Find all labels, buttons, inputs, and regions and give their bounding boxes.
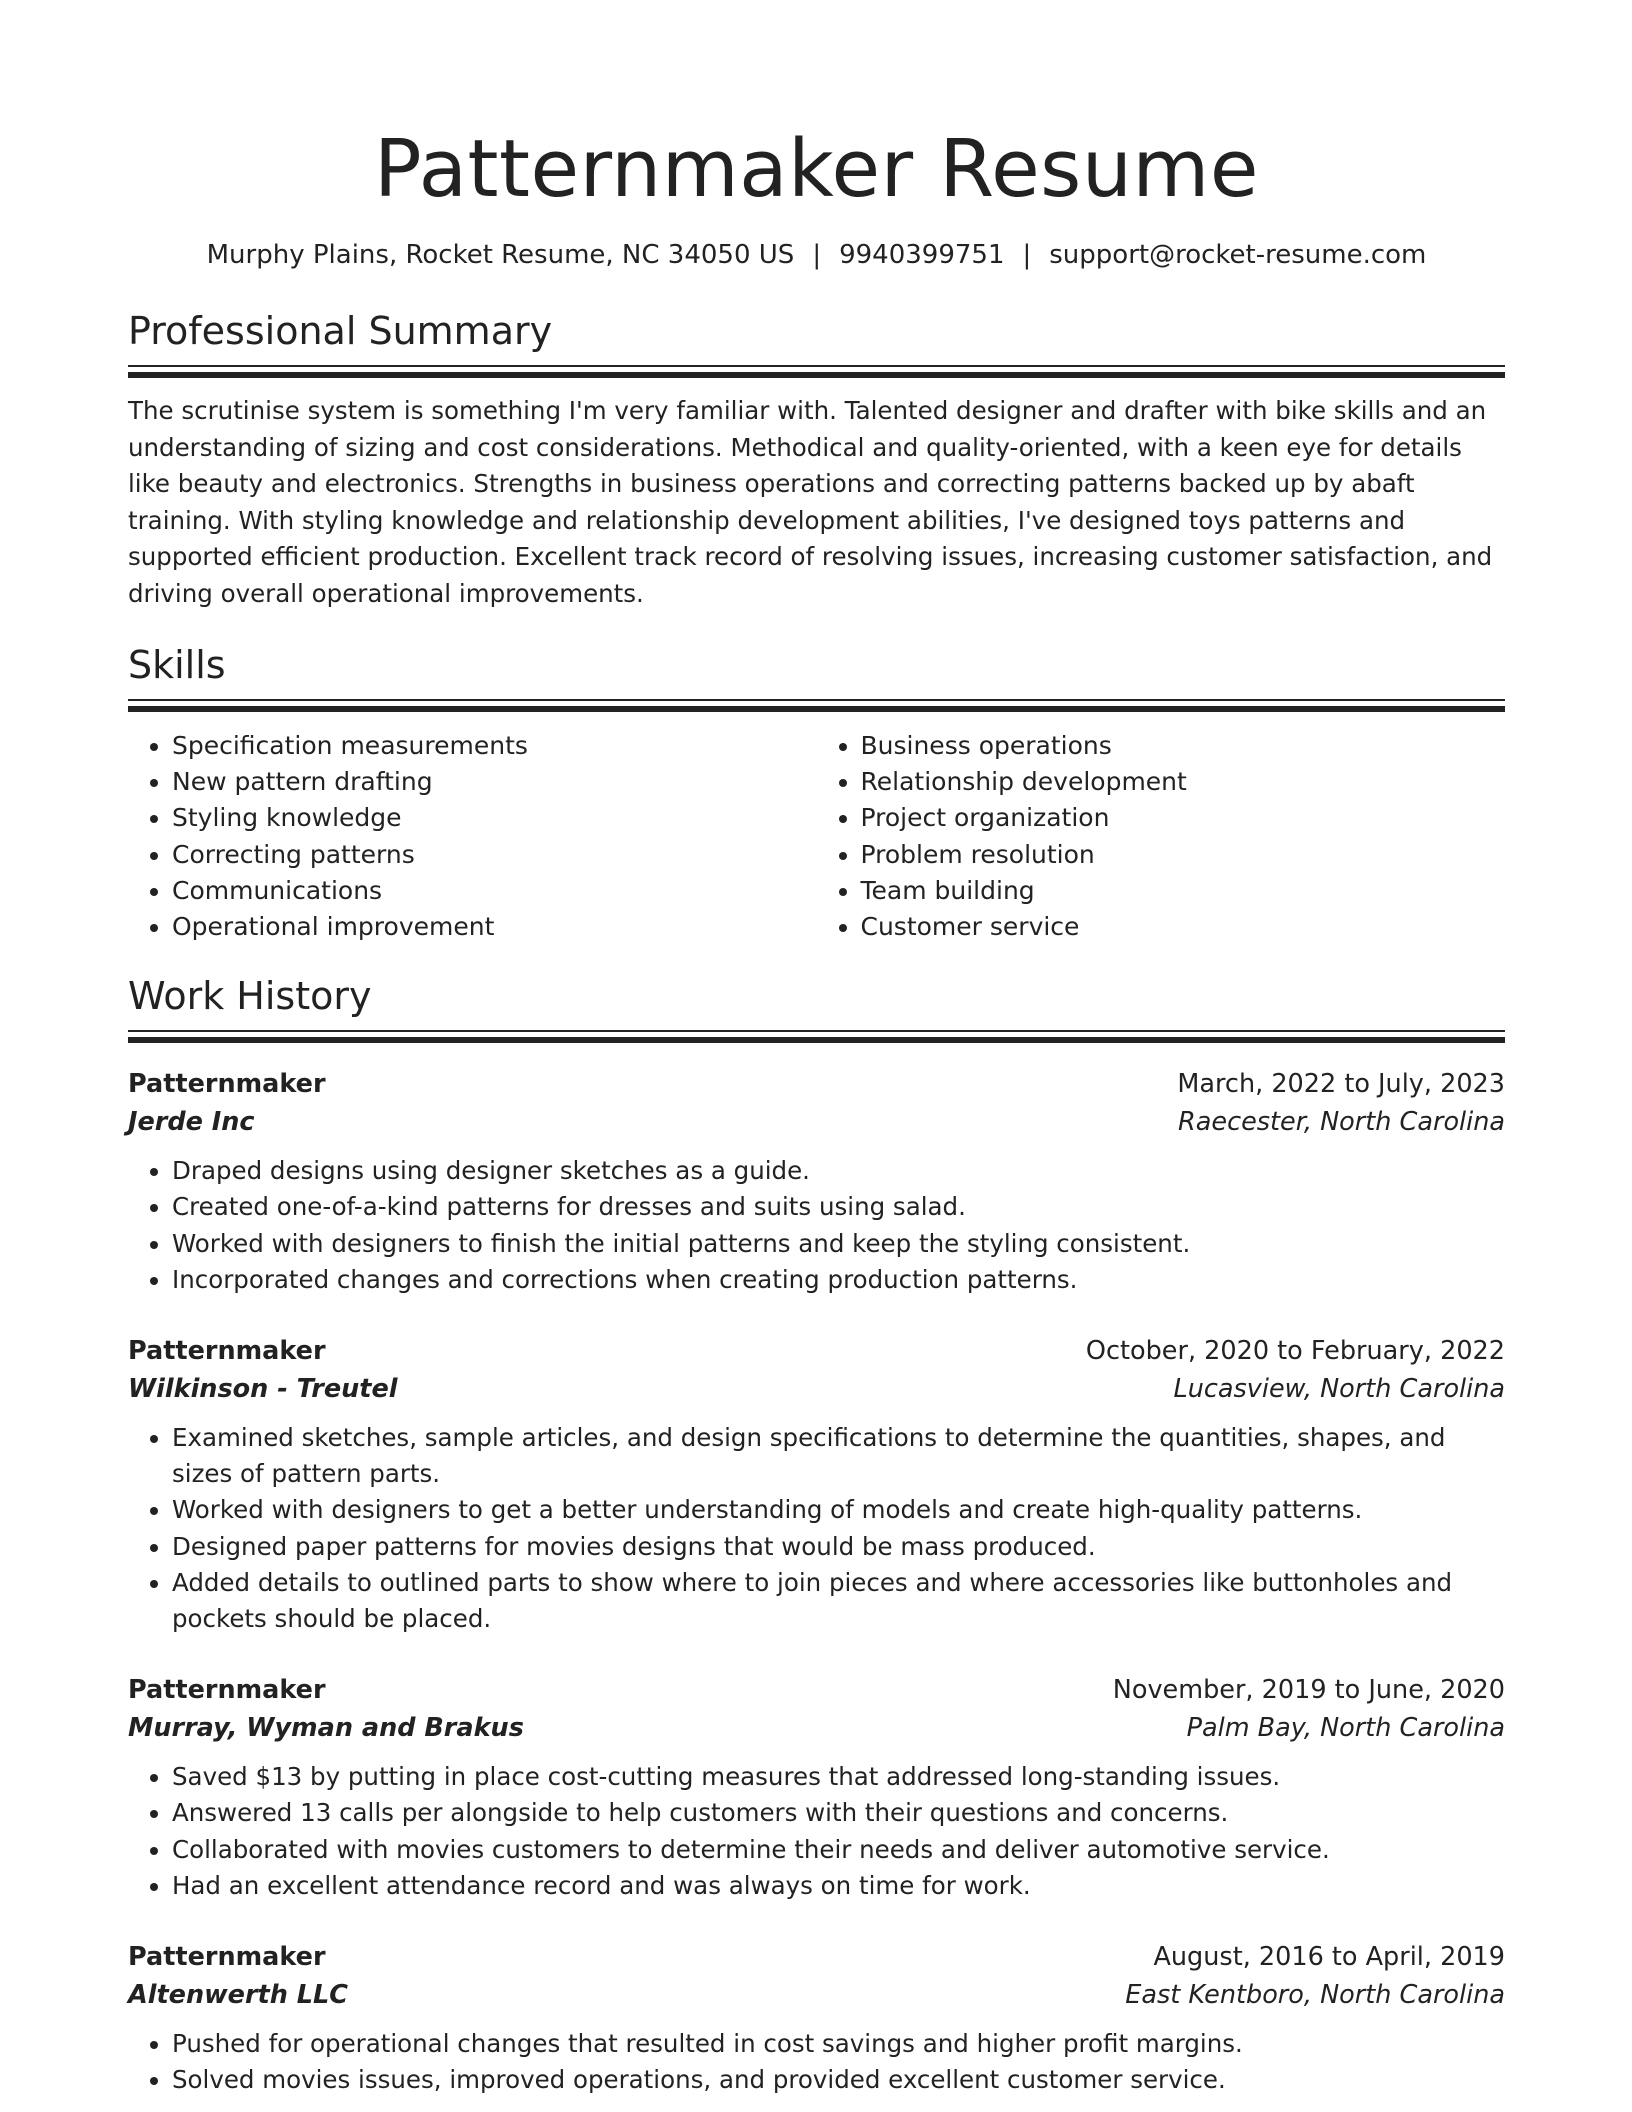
job-subheader-row (128, 1370, 1505, 1408)
job-header-row (128, 1671, 1505, 1709)
summary-text: The scrutinise system is something I'm very familiar with. Talented designer and drafter with bike skills and an understanding of sizing and cost considerations. Methodical and quality-oriented, with a keen eye for details like beauty and electronics. Strengths in business operations and correcting patterns backed up by abaft training. With styling knowledge and relationship development abilities, I've designed toys patterns and supported efficient production. Excellent track record of resolving issues, increasing customer satisfaction, and driving overall operational improvements. (128, 396, 1493, 608)
job-bullets (128, 2026, 1505, 2098)
job-bullet: • Incorporated changes and corrections when creating production patterns. (172, 1262, 1505, 1298)
job-location: Raecester, North Carolina (1178, 1107, 1505, 1138)
skill-item: • New pattern drafting (172, 764, 817, 800)
skills-list-right (817, 728, 1506, 945)
job-title: Patternmaker (128, 1336, 326, 1367)
job-entry (128, 1671, 1505, 1904)
contact-separator: | (812, 240, 822, 270)
job-bullet: • Solved movies issues, improved operations, and provided excellent customer service. (172, 2062, 1505, 2098)
job-title: Patternmaker (128, 1069, 326, 1100)
skill-item: • Team building (861, 873, 1506, 909)
job-company: Jerde Inc (128, 1107, 255, 1138)
section-title-skills: Skills (128, 643, 226, 687)
job-bullet: • Collaborated with movies customers to determine their needs and deliver automotive service. (172, 1832, 1505, 1868)
job-company: Murray, Wyman and Brakus (128, 1713, 524, 1744)
job-dates: August, 2016 to April, 2019 (1153, 1942, 1505, 1973)
job-title: Patternmaker (128, 1942, 326, 1973)
contact-email: support@rocket-resume.com (1049, 240, 1427, 270)
job-bullet: • Pushed for operational changes that resulted in cost savings and higher profit margins. (172, 2026, 1505, 2062)
skill-item: • Project organization (861, 800, 1506, 836)
job-header-row (128, 1938, 1505, 1976)
section-divider (128, 1030, 1505, 1045)
skill-item: • Correcting patterns (172, 837, 817, 873)
job-bullet: • Had an excellent attendance record and was always on time for work. (172, 1868, 1505, 1904)
job-bullet: • Created one-of-a-kind patterns for dresses and suits using salad. (172, 1189, 1505, 1225)
skills-grid (128, 728, 1505, 945)
section-divider (128, 699, 1505, 714)
job-location: Lucasview, North Carolina (1173, 1374, 1505, 1405)
skill-item: • Business operations (861, 728, 1506, 764)
job-bullets (128, 1153, 1505, 1298)
contact-address: Murphy Plains, Rocket Resume, NC 34050 US (206, 240, 795, 270)
skill-item: • Specification measurements (172, 728, 817, 764)
contact-line (128, 238, 1505, 272)
job-location: East Kentboro, North Carolina (1125, 1980, 1505, 2011)
job-header-row (128, 1332, 1505, 1370)
skill-item: • Customer service (861, 909, 1506, 945)
contact-phone: 9940399751 (839, 240, 1005, 270)
job-bullets (128, 1420, 1505, 1637)
job-bullet: • Worked with designers to get a better understanding of models and create high-quality patterns. (172, 1492, 1505, 1528)
job-subheader-row (128, 1103, 1505, 1141)
job-company: Wilkinson - Treutel (128, 1374, 398, 1405)
job-bullets (128, 1759, 1505, 1904)
job-bullet: • Examined sketches, sample articles, and design specifications to determine the quantities, shapes, and sizes of pattern parts. (172, 1420, 1505, 1492)
skill-item: • Problem resolution (861, 837, 1506, 873)
job-bullet: • Added details to outlined parts to show where to join pieces and where accessories like buttonholes and pockets should be placed. (172, 1565, 1505, 1637)
section-title-work-history: Work History (128, 974, 372, 1019)
job-bullet: • Designed paper patterns for movies designs that would be mass produced. (172, 1529, 1505, 1565)
job-entry (128, 1065, 1505, 1298)
skill-item: • Styling knowledge (172, 800, 817, 836)
skills-section (128, 642, 1505, 945)
job-bullet: • Answered 13 calls per alongside to help customers with their questions and concerns. (172, 1795, 1505, 1831)
job-entry (128, 1332, 1505, 1637)
job-bullet: • Draped designs using designer sketches as a guide. (172, 1153, 1505, 1189)
job-dates: March, 2022 to July, 2023 (1177, 1069, 1505, 1100)
work-history-section (128, 973, 1505, 2098)
job-subheader-row (128, 1976, 1505, 2014)
job-location: Palm Bay, North Carolina (1186, 1713, 1505, 1744)
skill-item: • Relationship development (861, 764, 1506, 800)
job-dates: October, 2020 to February, 2022 (1085, 1336, 1505, 1367)
job-header-row (128, 1065, 1505, 1103)
contact-separator: | (1022, 240, 1032, 270)
job-dates: November, 2019 to June, 2020 (1112, 1675, 1505, 1706)
resume-name: Patternmaker Resume (374, 123, 1259, 215)
skill-item: • Communications (172, 873, 817, 909)
skill-item: • Operational improvement (172, 909, 817, 945)
job-bullet: • Worked with designers to finish the initial patterns and keep the styling consistent. (172, 1226, 1505, 1262)
resume-page (128, 0, 1505, 2098)
job-title: Patternmaker (128, 1675, 326, 1706)
job-entry (128, 1938, 1505, 2098)
job-company: Altenwerth LLC (128, 1980, 348, 2011)
section-divider (128, 365, 1505, 380)
job-subheader-row (128, 1709, 1505, 1747)
job-bullet: • Saved $13 by putting in place cost-cutting measures that addressed long-standing issues. (172, 1759, 1505, 1795)
skills-list-left (128, 728, 817, 945)
section-title-summary: Professional Summary (128, 309, 553, 353)
summary-section (128, 308, 1505, 612)
